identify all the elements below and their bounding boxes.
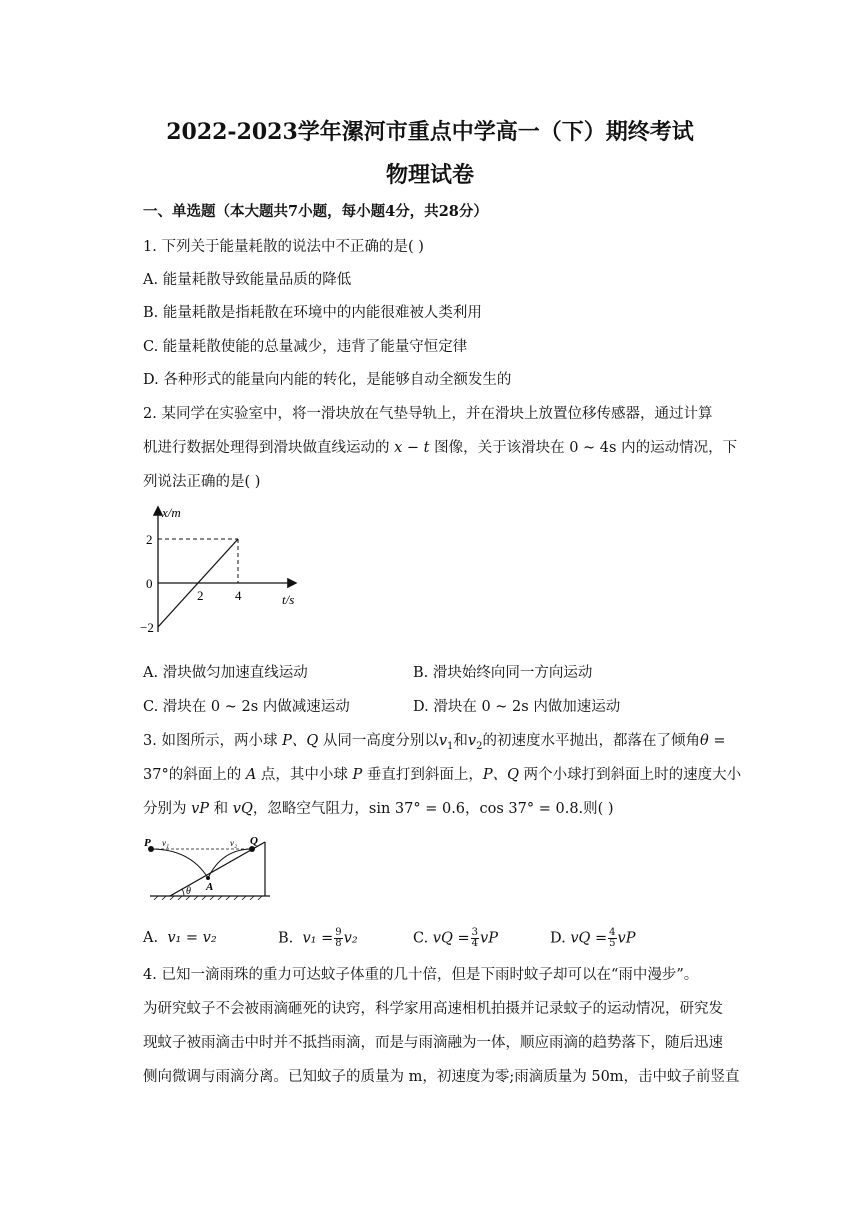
x-tick-4: 4: [235, 588, 242, 603]
exam-subtitle: 物理试卷: [385, 162, 474, 188]
label-a: A: [206, 881, 214, 893]
label-v1: v₁: [162, 838, 170, 848]
section-heading: 一、单选题（本大题共7小题，每小题4分，共28分）: [143, 203, 488, 220]
label-p: P: [144, 837, 151, 849]
q1-option-d[interactable]: D. 各种形式的能量向内能的转化，是能够自动全额发生的: [143, 372, 512, 388]
q2-stem-line2: 机进行数据处理得到滑块做直线运动的 x − t 图像，关于该滑块在 0 ~ 4s 内的运动情况，下: [143, 440, 738, 456]
q3-option-b[interactable]: B. v₁ = $\frac{9}{8}$ v₂: [278, 927, 358, 949]
y-axis-label: x/m: [162, 505, 181, 520]
q4-stem-line4: 侧向微调与雨滴分离。已知蚊子的质量为 m，初速度为零;雨滴质量为 50m，击中蚊子前竖直: [143, 1069, 740, 1085]
x-tick-2: 2: [197, 588, 204, 603]
q1-option-b[interactable]: B. 能量耗散是指耗散在环境中的内能很难被人类利用: [143, 305, 482, 321]
q2-option-c[interactable]: C. 滑块在 0 ~ 2s 内做减速运动: [143, 699, 350, 715]
q2-stem-line3: 列说法正确的是( ): [143, 474, 261, 490]
xt-graph: [140, 500, 310, 650]
q1-option-a[interactable]: A. 能量耗散导致能量品质的降低: [143, 272, 352, 288]
q1-stem: 1. 下列关于能量耗散的说法中不正确的是( ): [143, 239, 424, 255]
q4-stem-line1: 4. 已知一滴雨珠的重力可达蚊子体重的几十倍，但是下雨时蚊子却可以在“雨中漫步”。: [143, 967, 699, 983]
q3-option-a[interactable]: A. v₁ = v₂: [143, 930, 217, 946]
y-tick-neg2: −2: [140, 620, 154, 635]
q3-option-c[interactable]: C. vQ = $\frac{3}{4}$ vP: [413, 927, 498, 949]
q2-option-d[interactable]: D. 滑块在 0 ~ 2s 内做加速运动: [413, 699, 621, 715]
label-v2: v₂: [230, 838, 238, 848]
q3-stem-line1: 3. 如图所示，两小球 P、Q 从同一高度分别以$v_1$和$v_2$的初速度水平抛出，都落在了倾角θ =: [143, 733, 726, 752]
q3-option-d[interactable]: D. vQ = $\frac{4}{5}$ vP: [550, 927, 636, 949]
q1-option-c[interactable]: C. 能量耗散使能的总量减少，违背了能量守恒定律: [143, 339, 468, 355]
y-tick-0: 0: [146, 576, 153, 591]
q3-stem-line2: 37°的斜面上的 A 点，其中小球 P 垂直打到斜面上，P、Q 两个小球打到斜面上时的速度大小: [143, 767, 742, 783]
q4-stem-line3: 现蚊子被雨滴击中时并不抵挡雨滴，而是与雨滴融为一体，顺应雨滴的趋势落下，随后迅速: [143, 1035, 723, 1051]
angle-arc: [182, 889, 184, 896]
q2-option-b[interactable]: B. 滑块始终向同一方向运动: [413, 665, 593, 681]
projectile-diagram: [140, 830, 290, 900]
q2-option-a[interactable]: A. 滑块做匀加速直线运动: [143, 665, 308, 681]
x-axis-label: t/s: [282, 592, 295, 607]
q2-stem-line1: 2. 某同学在实验室中，将一滑块放在气垫导轨上，并在滑块上放置位移传感器，通过计算: [143, 406, 713, 422]
trajectory-p: [151, 849, 208, 878]
q4-stem-line2: 为研究蚊子不会被雨滴砸死的诀窍，科学家用高速相机拍摄并记录蚊子的运动情况，研究发: [143, 1001, 723, 1017]
label-q: Q: [250, 835, 258, 847]
q3-stem-line3: 分别为 vP 和 vQ，忽略空气阻力，sin 37° = 0.6，cos 37° = 0.8.则( ): [143, 801, 614, 817]
exam-title: 2022-2023学年漯河市重点中学高一（下）期终考试: [166, 119, 694, 145]
y-tick-2: 2: [146, 532, 153, 547]
point-a: [206, 876, 210, 880]
label-theta: θ: [186, 886, 191, 897]
